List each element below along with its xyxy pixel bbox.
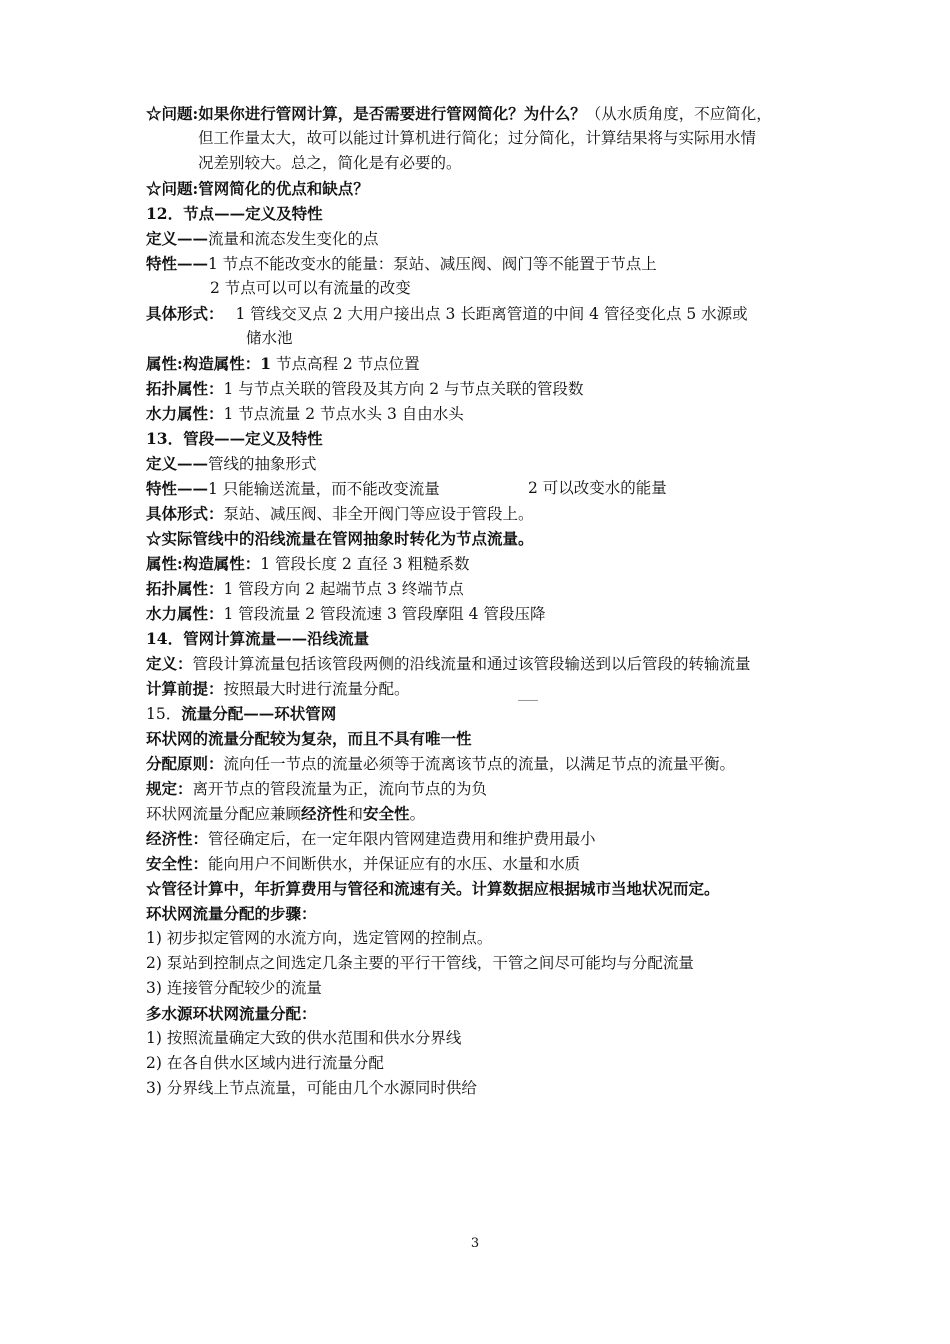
section-13-heading: 13．管段——定义及特性	[146, 429, 323, 448]
s12-forms-cont: 储水池	[246, 329, 293, 347]
label: 分配原则：	[146, 754, 224, 773]
text: 1 管线交叉点 2 大用户接出点 3 长距离管道的中间 4 管径变化点 5 水源或	[235, 305, 748, 323]
text: 能向用户不间断供水，并保证应有的水压、水量和水质	[208, 855, 581, 873]
list-item: 2) 在各自供水区域内进行流量分配	[146, 1054, 384, 1072]
text: 管段计算流量包括该管段两侧的沿线流量和通过该管段输送到以后管段的转输流量	[192, 655, 751, 673]
s13-star-note: ☆实际管线中的沿线流量在管网抽象时转化为节点流量。	[146, 529, 534, 548]
s13-forms	[146, 501, 534, 526]
s15-star-note: ☆管径计算中，年折算费用与管径和流速有关。计算数据应根据城市当地状况而定。	[146, 879, 720, 898]
question-answer-cont1: 但工作量太大，故可以能过计算机进行简化；过分简化，计算结果将与实际用水情	[198, 129, 757, 147]
s12-hydraulic-attr	[146, 401, 464, 426]
s12-forms	[146, 301, 748, 326]
section-12-heading: 12．节点——定义及特性	[146, 204, 323, 223]
s13-features	[146, 476, 440, 501]
s13-structural-attr	[146, 551, 469, 576]
label: 定义——	[146, 454, 209, 473]
s15-principle	[146, 751, 735, 776]
s15-steps-title: 环状网流量分配的步骤：	[146, 904, 317, 923]
text: 1 管段方向 2 起端节点 3 终端节点	[223, 580, 464, 598]
list-item: 1) 按照流量确定大致的供水范围和供水分界线	[146, 1029, 462, 1047]
title: 流量分配——环状管网	[181, 704, 337, 723]
s15-safety	[146, 851, 580, 876]
list-item: 1) 初步拟定管网的水流方向，选定管网的控制点。	[146, 929, 493, 947]
label: 定义：	[146, 654, 193, 673]
label: 具体形式：	[146, 504, 224, 523]
text: 离开节点的管段流量为正，流向节点的为负	[192, 780, 488, 798]
section-15-heading	[146, 701, 336, 726]
s15-complexity: 环状网的流量分配较为复杂，而且不具有唯一性	[146, 729, 472, 748]
label: 属性:构造属性：	[146, 354, 261, 373]
label: 定义——	[146, 229, 209, 248]
num: 1	[260, 354, 272, 373]
and: 和	[347, 805, 364, 823]
s14-definition	[146, 651, 751, 676]
safety: 安全性	[363, 804, 410, 823]
s12-feature-1	[146, 251, 657, 276]
text: 1 节点不能改变水的能量：泵站、减压阀、阀门等不能置于节点上	[208, 255, 657, 273]
text: 流向任一节点的流量必须等于流离该节点的流量，以满足节点的流量平衡。	[223, 755, 736, 773]
text: 1 节点流量 2 节点水头 3 自由水头	[223, 405, 464, 423]
section-14-heading: 14．管网计算流量——沿线流量	[146, 629, 370, 648]
end: 。	[409, 805, 426, 823]
s12-definition	[146, 226, 379, 251]
s15-economy	[146, 826, 596, 851]
label: 规定：	[146, 779, 193, 798]
question-answer-cont2: 况差别较大。总之，简化是有必要的。	[198, 154, 462, 172]
s12-feature-2: 2 节点可以可以有流量的改变	[210, 279, 411, 297]
list-item: 3) 连接管分配较少的流量	[146, 979, 322, 997]
list-item: 2) 泵站到控制点之间选定几条主要的平行干管线，干管之间尽可能均与分配流量	[146, 954, 694, 972]
s15-rule	[146, 776, 487, 801]
label: 计算前提：	[146, 679, 224, 698]
text: 1 管段流量 2 管段流速 3 管段摩阻 4 管段压降	[223, 605, 546, 623]
label: 安全性：	[146, 854, 209, 873]
text: 1 管段长度 2 直径 3 粗糙系数	[260, 555, 470, 573]
s14-premise	[146, 676, 410, 701]
s12-structural-attr	[146, 351, 420, 376]
s13-definition	[146, 451, 317, 476]
s13-topology-attr	[146, 576, 464, 601]
text: 1 只能输送流量，而不能改变流量	[208, 480, 440, 498]
label: 经济性：	[146, 829, 209, 848]
label: 属性:构造属性：	[146, 554, 261, 573]
label: 拓扑属性：	[146, 579, 224, 598]
label: 特性——	[146, 254, 209, 273]
economy: 经济性	[301, 804, 348, 823]
text: 1 与节点关联的管段及其方向 2 与节点关联的管段数	[223, 380, 584, 398]
label: 水力属性：	[146, 604, 224, 623]
text: 环状网流量分配应兼顾	[146, 805, 302, 823]
question-bold: ☆问题:如果你进行管网计算，是否需要进行管网简化？为什么？	[146, 104, 586, 123]
question-simplification	[146, 101, 772, 126]
text: 按照最大时进行流量分配。	[223, 680, 410, 698]
list-item: 3) 分界线上节点流量，可能由几个水源同时供给	[146, 1079, 477, 1097]
s13-hydraulic-attr	[146, 601, 545, 626]
question-pros-cons: ☆问题:管网简化的优点和缺点？	[146, 179, 369, 198]
divider	[518, 700, 538, 701]
label: 拓扑属性：	[146, 379, 224, 398]
question-answer: （从水质角度，不应简化，	[585, 105, 772, 123]
label: 水力属性：	[146, 404, 224, 423]
text: 管径确定后，在一定年限内管网建造费用和维护费用最小	[208, 830, 596, 848]
text: 泵站、减压阀、非全开阀门等应设于管段上。	[223, 505, 534, 523]
text: 节点高程 2 节点位置	[271, 355, 420, 373]
text: 管线的抽象形式	[208, 455, 317, 473]
label: 特性——	[146, 479, 209, 498]
s12-topology-attr	[146, 376, 584, 401]
s13-feature-2: 2 可以改变水的能量	[528, 479, 667, 497]
page-number: 3	[470, 1236, 480, 1251]
s15-multi-title: 多水源环状网流量分配：	[146, 1004, 317, 1023]
s15-both	[146, 801, 425, 826]
text: 流量和流态发生变化的点	[208, 230, 379, 248]
num: 15．	[146, 705, 182, 723]
label: 具体形式：	[146, 304, 224, 323]
